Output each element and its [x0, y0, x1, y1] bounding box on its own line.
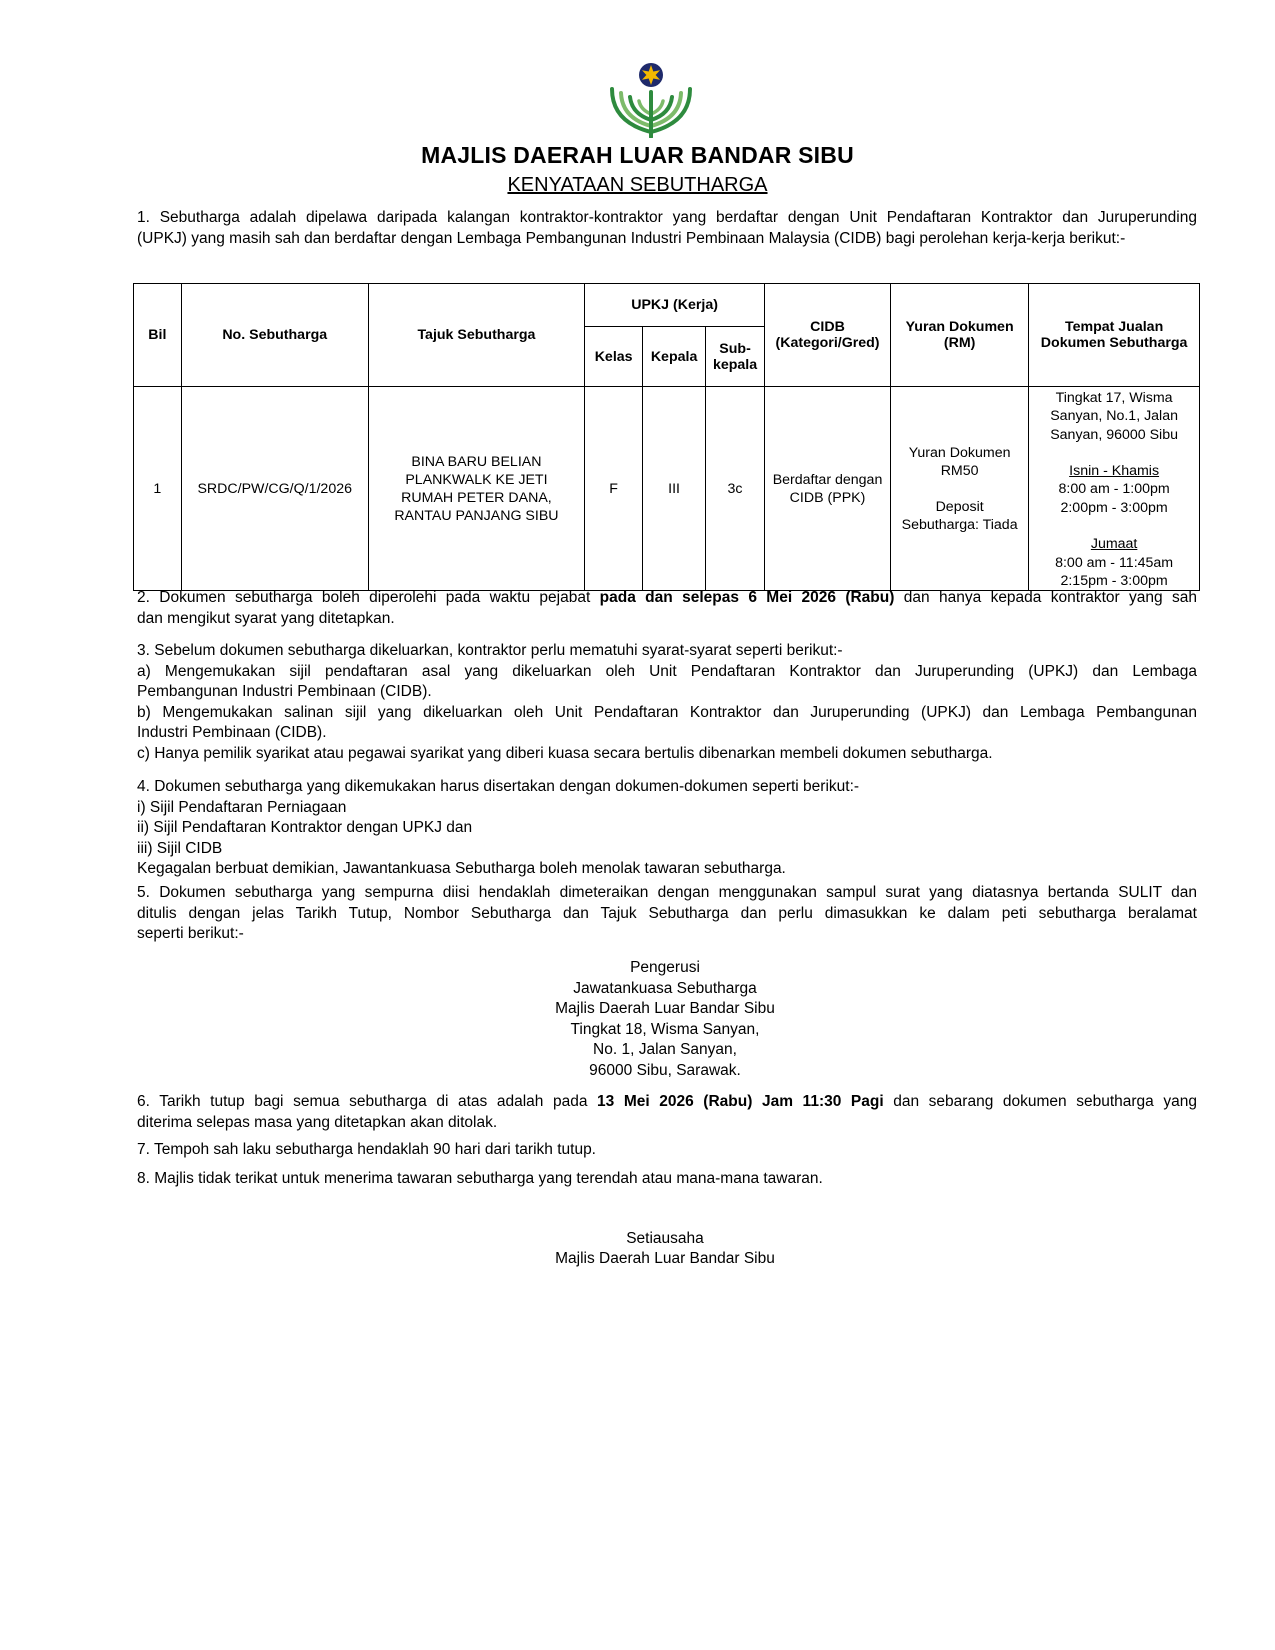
- header-cidb: CIDB (Kategori/Gred): [765, 284, 891, 387]
- table-header-row: [134, 284, 1200, 327]
- notice-title: KENYATAAN SEBUTHARGA: [507, 174, 768, 196]
- cell-kepala: III: [643, 387, 706, 591]
- cell-kelas: F: [585, 387, 643, 591]
- paragraph-8: 8. Majlis tidak terikat untuk menerima tawaran sebutharga yang terendah atau mana-mana tawaran.: [137, 1170, 823, 1187]
- intro-paragraph: [137, 208, 1197, 249]
- signature-block: [0, 1229, 1275, 1269]
- cell-bil: 1: [134, 387, 182, 591]
- cell-yuran: Yuran Dokumen RM50 Deposit Sebutharga: Tiada: [891, 387, 1029, 591]
- signature-org: Majlis Daerah Luar Bandar Sibu: [555, 1250, 775, 1267]
- tender-box-address: Pengerusi Jawatankuasa Sebutharga Majlis Daerah Luar Bandar Sibu Tingkat 18, Wisma Sanyan, No. 1, Jalan Sanyan, 96000 Sibu, Sarawak.: [555, 959, 775, 1079]
- intro-line-1: 1. Sebutharga adalah dipelawa daripada kalangan kontraktor-kontraktor yang berdaftar dengan Unit Pendaftaran Kontraktor dan Juruperunding: [137, 209, 1197, 226]
- header-kepala: Kepala: [643, 327, 706, 387]
- cell-no: SRDC/PW/CG/Q/1/2026: [181, 387, 368, 591]
- header-bil: Bil: [134, 284, 182, 387]
- cell-cidb: Berdaftar dengan CIDB (PPK): [765, 387, 891, 591]
- table-row: [134, 387, 1200, 591]
- header-upkj: UPKJ (Kerja): [585, 284, 765, 327]
- paragraph-4: 4. Dokumen sebutharga yang dikemukakan harus disertakan dengan dokumen-dokumen seperti berikut:- i) Sijil Pendaftaran Perniagaan ii) Sijil Pendaftaran Kontraktor dengan UPKJ dan iii) Sijil CIDB Kegagalan berbuat demikian, Jawantankuasa Sebutharga boleh menolak tawaran sebutharga.: [137, 778, 860, 877]
- closing-date-bold: 13 Mei 2026 (Rabu) Jam 11:30 Pagi: [597, 1093, 884, 1110]
- day-label-jumaat: Jumaat: [1090, 536, 1138, 553]
- day-label-isnin-khamis: Isnin - Khamis: [1069, 463, 1160, 480]
- header-subkepala: Sub- kepala: [706, 327, 765, 387]
- header-yuran: Yuran Dokumen (RM): [891, 284, 1029, 387]
- logo-arcs: [612, 89, 690, 137]
- paragraph-6: 6. Tarikh tutup bagi semua sebutharga di atas adalah pada 13 Mei 2026 (Rabu) Jam 11:30 Pagi dan sebarang dokumen sebutharga yang diterima selepas masa yang ditetapkan akan ditolak.: [137, 1093, 1197, 1131]
- cell-subkepala: 3c: [706, 387, 765, 591]
- council-logo: [606, 62, 696, 138]
- paragraph-5: 5. Dokumen sebutharga yang sempurna diisi hendaklah dimeteraikan dengan menggunakan sampul surat yang diatasnya bertanda SULIT dan ditulis dengan jelas Tarikh Tutup, Nombor Sebutharga dan Tajuk Sebutharga dan perlu dimasukkan ke dalam peti sebutharga beralamat seperti berikut:-: [137, 884, 1197, 942]
- tender-table: [133, 283, 1200, 591]
- cell-tajuk: BINA BARU BELIAN PLANKWALK KE JETI RUMAH PETER DANA, RANTAU PANJANG SIBU: [368, 387, 584, 591]
- header-tajuk: Tajuk Sebutharga: [368, 284, 584, 387]
- issue-date-bold: pada dan selepas 6 Mei 2026 (Rabu): [599, 589, 895, 606]
- council-title: MAJLIS DAERAH LUAR BANDAR SIBU: [421, 142, 854, 168]
- intro-line-2: (UPKJ) yang masih sah dan berdaftar dengan Lembaga Pembangunan Industri Pembinaan Malaysia (CIDB) bagi perolehan kerja-kerja berikut:-: [137, 229, 1126, 247]
- header-kelas: Kelas: [585, 327, 643, 387]
- header-tempat: Tempat Jualan Dokumen Sebutharga: [1029, 284, 1200, 387]
- paragraph-2: 2. Dokumen sebutharga boleh diperolehi pada waktu pejabat pada dan selepas 6 Mei 2026 (Rabu) dan hanya kepada kontraktor yang sah dan mengikut syarat yang ditetapkan.: [137, 589, 1197, 627]
- signature-role: Setiausaha: [626, 1230, 704, 1247]
- header-no: No. Sebutharga: [181, 284, 368, 387]
- paragraph-3: 3. Sebelum dokumen sebutharga dikeluarkan, kontraktor perlu mematuhi syarat-syarat seperti berikut:- a) Mengemukakan sijil pendaftaran asal yang dikeluarkan oleh Unit Pendaftaran Kontraktor dan Juruperunding (UPKJ) dan Lembaga Pembangunan Industri Pembinaan (CIDB). b) Mengemukakan salinan sijil yang dikeluarkan oleh Unit Pendaftaran Kontraktor dan Juruperunding (UPKJ) dan Lembaga Pembangunan Industri Pembinaan (CIDB). c) Hanya pemilik syarikat atau pegawai syarikat yang diberi kuasa secara bertulis dibenarkan membeli dokumen sebutharga.: [137, 642, 1197, 762]
- cell-tempat: Tingkat 17, Wisma Sanyan, No.1, Jalan Sanyan, 96000 Sibu Isnin - Khamis 8:00 am - 1:00pm 2:00pm - 3:00pm Jumaat 8:00 am - 11:45am 2:15pm - 3:00pm: [1029, 387, 1200, 591]
- paragraph-7: 7. Tempoh sah laku sebutharga hendaklah 90 hari dari tarikh tutup.: [137, 1141, 596, 1158]
